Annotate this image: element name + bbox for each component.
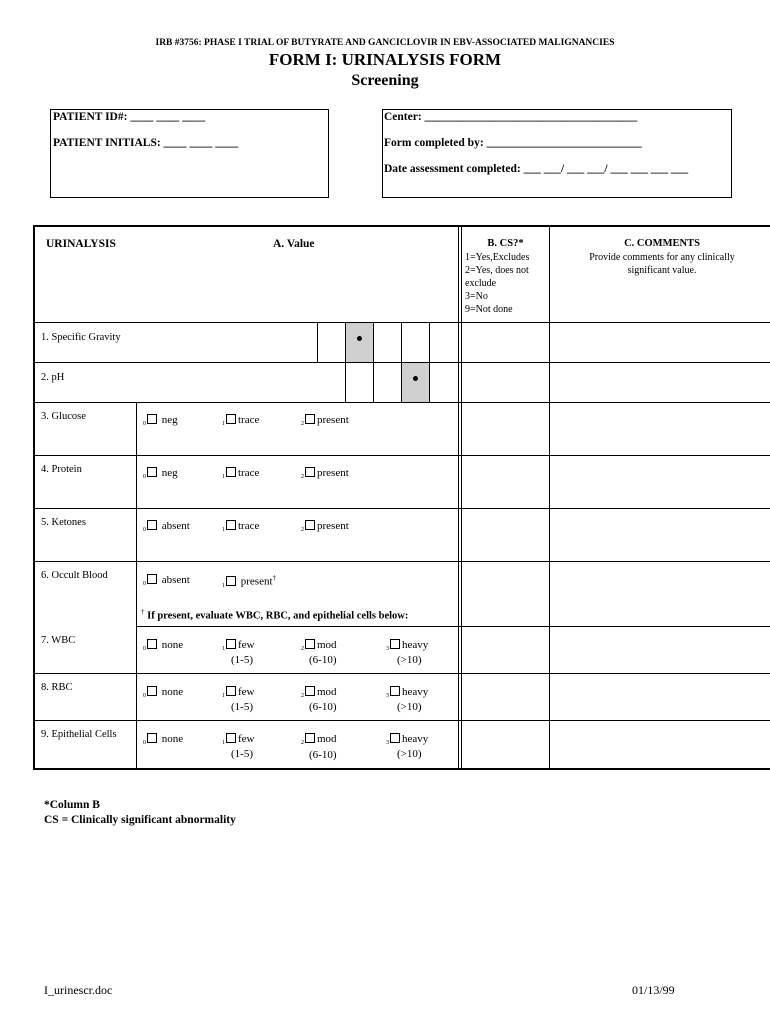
sg-digit-3[interactable] xyxy=(401,322,430,363)
epi-few-range: (1-5) xyxy=(231,748,253,760)
patient-id-field[interactable]: PATIENT ID#: ____ ____ ____ xyxy=(53,111,206,123)
col-urinalysis-header: URINALYSIS xyxy=(46,238,116,250)
col-value-header: A. Value xyxy=(273,238,315,250)
checkbox-icon[interactable] xyxy=(305,467,315,477)
decimal-point-icon xyxy=(413,376,418,381)
row-line-3 xyxy=(35,455,770,456)
checkbox-icon[interactable] xyxy=(147,733,157,743)
comments-desc-1: Provide comments for any clinically xyxy=(589,252,735,263)
row-occult-blood: 6. Occult Blood xyxy=(41,570,108,581)
checkbox-icon[interactable] xyxy=(147,574,157,584)
col-divider-b xyxy=(458,227,459,768)
occult-present-option[interactable]: $_1$ present† xyxy=(222,574,277,589)
checkbox-icon[interactable] xyxy=(305,686,315,696)
checkbox-icon[interactable] xyxy=(147,686,157,696)
ketones-absent-option[interactable]: $_0$ absent xyxy=(143,520,190,533)
checkbox-icon[interactable] xyxy=(305,733,315,743)
checkbox-icon[interactable] xyxy=(147,467,157,477)
cs-legend-2b: exclude xyxy=(465,278,497,289)
ph-digit-2[interactable] xyxy=(373,362,402,403)
urinalysis-table xyxy=(33,225,770,770)
wbc-few-range: (1-5) xyxy=(231,654,253,666)
row-epithelial: 9. Epithelial Cells xyxy=(41,729,117,740)
wbc-none-option[interactable]: $_0$ none xyxy=(143,639,184,652)
row-line-7 xyxy=(35,673,770,674)
date-assessment-field[interactable]: Date assessment completed: ___ ___/ ___ ___/ ___ ___ ___ ___ xyxy=(384,163,689,175)
comments-desc-2: significant value. xyxy=(627,265,697,276)
row-specific-gravity: 1. Specific Gravity xyxy=(41,332,121,343)
epi-heavy-option[interactable]: $_3$ heavy xyxy=(386,733,429,746)
sg-decimal-cell xyxy=(345,322,374,363)
ketones-trace-option[interactable]: $_1$ trace xyxy=(222,520,260,533)
checkbox-icon[interactable] xyxy=(226,733,236,743)
rbc-few-option[interactable]: $_1$ few xyxy=(222,686,255,699)
center-field[interactable]: Center: _____________________________________ xyxy=(384,111,638,123)
row-line-5 xyxy=(35,561,770,562)
row-ph: 2. pH xyxy=(41,372,65,383)
cs-legend-3: 3=No xyxy=(465,291,488,302)
glucose-trace-option[interactable]: $_1$ trace xyxy=(222,414,260,427)
cs-legend-1: 1=Yes,Excludes xyxy=(465,252,530,263)
sg-digit-4[interactable] xyxy=(429,322,459,363)
rbc-heavy-option[interactable]: $_3$ heavy xyxy=(386,686,429,699)
row-line-8 xyxy=(35,720,770,721)
checkbox-icon[interactable] xyxy=(390,686,400,696)
col-comments-desc xyxy=(550,251,770,277)
row-rbc: 8. RBC xyxy=(41,682,73,693)
sg-digit-1[interactable] xyxy=(317,322,346,363)
irb-header: IRB #3756: PHASE I TRIAL OF BUTYRATE AND GANCICLOVIR IN EBV-ASSOCIATED MALIGNANCIES xyxy=(155,38,615,48)
footnote-column-b: *Column B xyxy=(44,799,100,811)
cs-legend-9: 9=Not done xyxy=(465,304,513,315)
ketones-present-option[interactable]: $_2$ present xyxy=(301,520,349,533)
checkbox-icon[interactable] xyxy=(147,414,157,424)
checkbox-icon[interactable] xyxy=(305,639,315,649)
row-line-4 xyxy=(35,508,770,509)
patient-box xyxy=(50,109,329,198)
row-line-6 xyxy=(136,626,770,627)
col-comments-header: C. COMMENTS xyxy=(624,238,700,249)
rbc-heavy-range: (>10) xyxy=(397,701,422,713)
cs-legend-2: 2=Yes, does not xyxy=(465,265,529,276)
row-glucose: 3. Glucose xyxy=(41,411,86,422)
wbc-mod-range: (6-10) xyxy=(309,654,337,666)
option-col-divider xyxy=(136,402,137,768)
protein-trace-option[interactable]: $_1$ trace xyxy=(222,467,260,480)
wbc-heavy-range: (>10) xyxy=(397,654,422,666)
checkbox-icon[interactable] xyxy=(147,520,157,530)
checkbox-icon[interactable] xyxy=(305,520,315,530)
center-box xyxy=(382,109,732,198)
checkbox-icon[interactable] xyxy=(390,733,400,743)
protein-present-option[interactable]: $_2$ present xyxy=(301,467,349,480)
form-completed-by-field[interactable]: Form completed by: ___________________________ xyxy=(384,137,642,149)
ph-digit-3[interactable] xyxy=(429,362,459,403)
rbc-few-range: (1-5) xyxy=(231,701,253,713)
col-cs-header: B. CS?* xyxy=(487,238,524,249)
rbc-none-option[interactable]: $_0$ none xyxy=(143,686,184,699)
epi-few-option[interactable]: $_1$ few xyxy=(222,733,255,746)
wbc-heavy-option[interactable]: $_3$ heavy xyxy=(386,639,429,652)
footnote-cs-definition: CS = Clinically significant abnormality xyxy=(44,814,236,826)
decimal-point-icon xyxy=(357,336,362,341)
footer-filename: I_urinescr.doc xyxy=(44,983,113,997)
checkbox-icon[interactable] xyxy=(226,520,236,530)
epi-mod-option[interactable]: $_2$ mod xyxy=(301,733,337,746)
sg-digit-2[interactable] xyxy=(373,322,402,363)
protein-neg-option[interactable]: $_0$ neg xyxy=(143,467,178,480)
patient-initials-field[interactable]: PATIENT INITIALS: ____ ____ ____ xyxy=(53,137,239,149)
glucose-present-option[interactable]: $_2$ present xyxy=(301,414,349,427)
epi-heavy-range: (>10) xyxy=(397,748,422,760)
rbc-mod-option[interactable]: $_2$ mod xyxy=(301,686,337,699)
checkbox-icon[interactable] xyxy=(226,576,236,586)
col-cs-legend xyxy=(465,251,551,316)
form-subtitle: Screening xyxy=(351,72,419,89)
checkbox-icon[interactable] xyxy=(390,639,400,649)
checkbox-icon[interactable] xyxy=(147,639,157,649)
checkbox-icon[interactable] xyxy=(226,686,236,696)
occult-note: † If present, evaluate WBC, RBC, and epithelial cells below: xyxy=(141,608,409,622)
footer-date: 01/13/99 xyxy=(632,983,675,997)
wbc-few-option[interactable]: $_1$ few xyxy=(222,639,255,652)
row-wbc: 7. WBC xyxy=(41,635,76,646)
ph-digit-1[interactable] xyxy=(345,362,374,403)
col-divider-b2 xyxy=(461,227,462,768)
ph-decimal-cell xyxy=(401,362,430,403)
checkbox-icon[interactable] xyxy=(226,639,236,649)
checkbox-icon[interactable] xyxy=(305,414,315,424)
wbc-mod-option[interactable]: $_2$ mod xyxy=(301,639,337,652)
form-title: FORM I: URINALYSIS FORM xyxy=(268,50,502,69)
occult-absent-option[interactable]: $_0$ absent xyxy=(143,574,190,587)
rbc-mod-range: (6-10) xyxy=(309,701,337,713)
glucose-neg-option[interactable]: $_0$ neg xyxy=(143,414,178,427)
epi-mod-range: (6-10) xyxy=(309,749,337,761)
checkbox-icon[interactable] xyxy=(226,414,236,424)
row-protein: 4. Protein xyxy=(41,464,82,475)
checkbox-icon[interactable] xyxy=(226,467,236,477)
row-ketones: 5. Ketones xyxy=(41,517,86,528)
epi-none-option[interactable]: $_0$ none xyxy=(143,733,184,746)
